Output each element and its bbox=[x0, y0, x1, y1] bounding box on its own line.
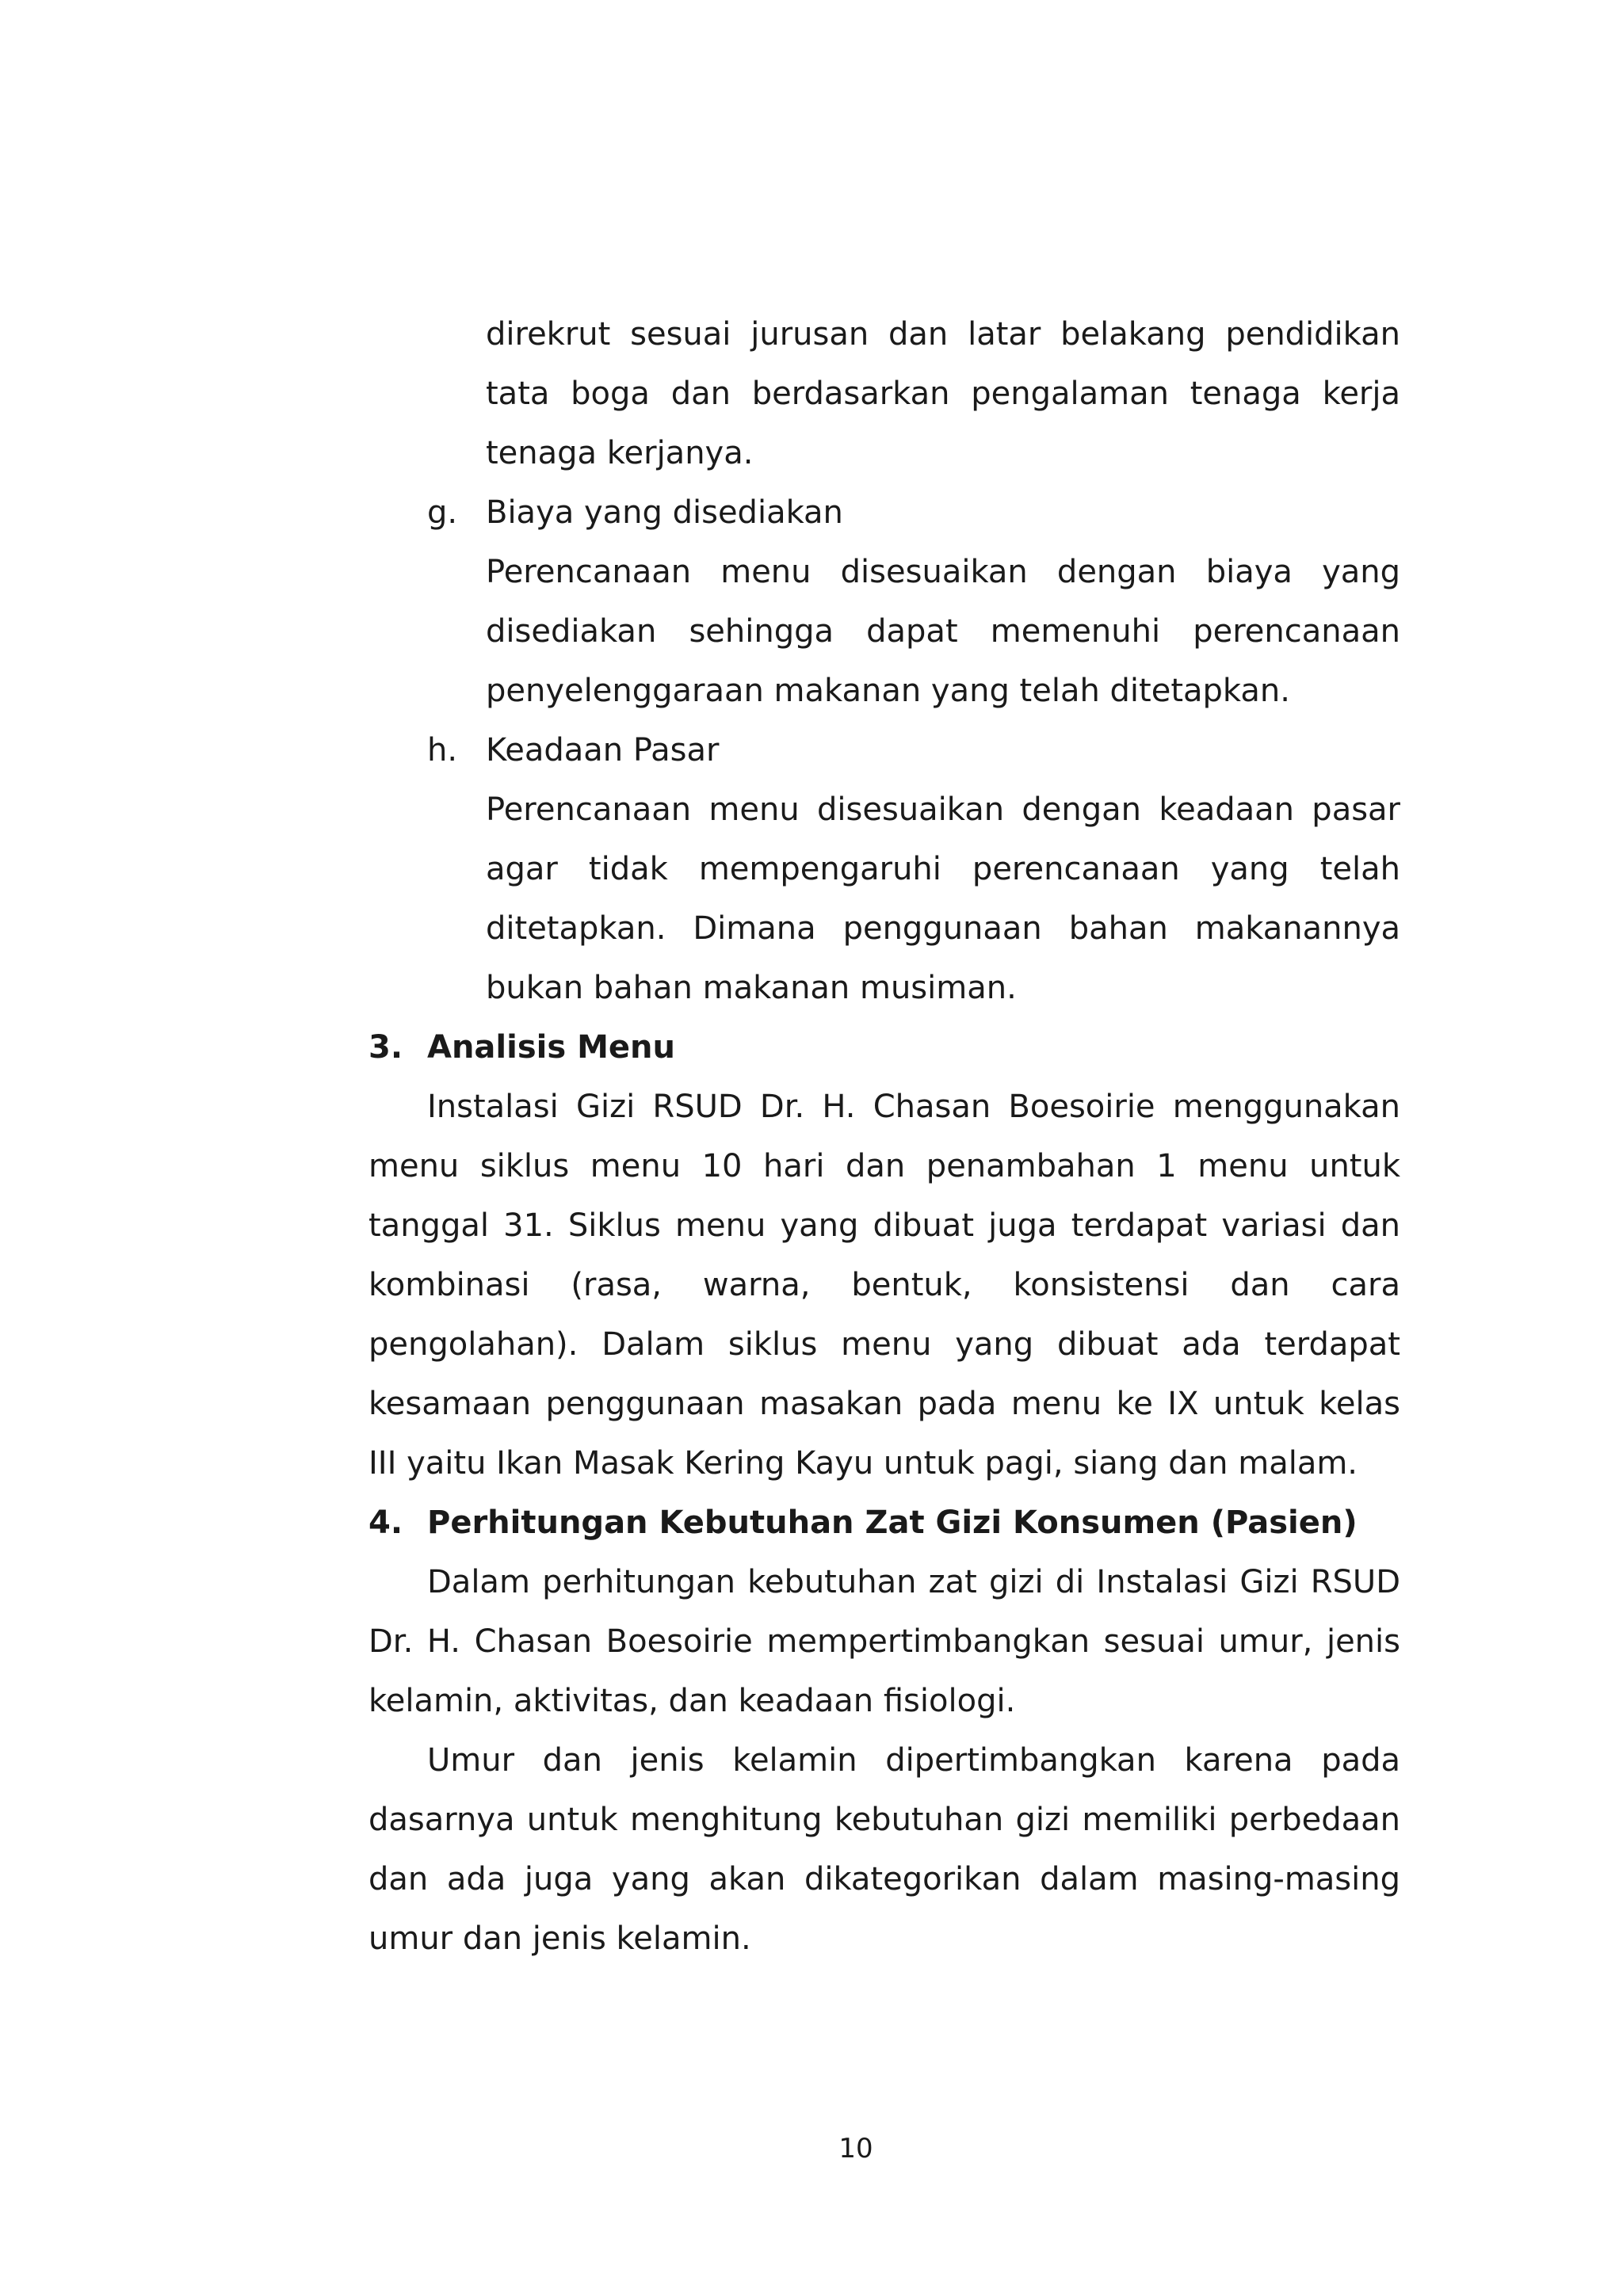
item-g-body: Perencanaan menu disesuaikan dengan biaya yang disediakan sehingga dapat memenuhi perencanaan penyelenggaraan makanan yang telah ditetapkan. bbox=[486, 554, 1400, 709]
section-3-number: 3. bbox=[369, 1029, 403, 1066]
section-4-heading bbox=[369, 1493, 1400, 1553]
section-4-paragraph-1: Dalam perhitungan kebutuhan zat gizi di Instalasi Gizi RSUD Dr. H. Chasan Boesoirie mempertimbangkan sesuai umur, jenis kelamin, aktivitas, dan keadaan fisiologi. bbox=[369, 1564, 1400, 1719]
item-g-letter: g. bbox=[427, 494, 458, 531]
item-h-letter: h. bbox=[427, 732, 458, 769]
continuation-paragraph: direkrut sesuai jurusan dan latar belakang pendidikan tata boga dan berdasarkan pengalaman tenaga kerja tenaga kerjanya. bbox=[486, 316, 1400, 471]
section-4-paragraph-2: Umur dan jenis kelamin dipertimbangkan karena pada dasarnya untuk menghitung kebutuhan gizi memiliki perbedaan dan ada juga yang akan dikategorikan dalam masing-masing umur dan jenis kelamin. bbox=[369, 1742, 1400, 1957]
item-g-title: Biaya yang disediakan bbox=[486, 494, 843, 531]
section-3-heading bbox=[369, 1018, 1400, 1077]
item-h-body: Perencanaan menu disesuaikan dengan keadaan pasar agar tidak mempengaruhi perencanaan yang telah ditetapkan. Dimana penggunaan bahan makanannya bukan bahan makanan musiman. bbox=[486, 791, 1400, 1006]
page-content bbox=[369, 305, 1400, 1969]
item-g-heading bbox=[427, 483, 1400, 543]
item-h-title: Keadaan Pasar bbox=[486, 732, 720, 769]
section-3-title: Analisis Menu bbox=[427, 1029, 675, 1066]
item-h-heading bbox=[427, 721, 1400, 780]
section-4-number: 4. bbox=[369, 1505, 403, 1541]
section-3-body: Instalasi Gizi RSUD Dr. H. Chasan Boesoirie menggunakan menu siklus menu 10 hari dan penambahan 1 menu untuk tanggal 31. Siklus menu yang dibuat juga terdapat variasi dan kombinasi (rasa, warna, bentuk, konsistensi dan cara pengolahan). Dalam siklus menu yang dibuat ada terdapat kesamaan penggunaan masakan pada menu ke IX untuk kelas III yaitu Ikan Masak Kering Kayu untuk pagi, siang dan malam. bbox=[369, 1089, 1400, 1482]
section-4-title: Perhitungan Kebutuhan Zat Gizi Konsumen (Pasien) bbox=[427, 1505, 1358, 1541]
page-number: 10 bbox=[838, 2133, 873, 2164]
